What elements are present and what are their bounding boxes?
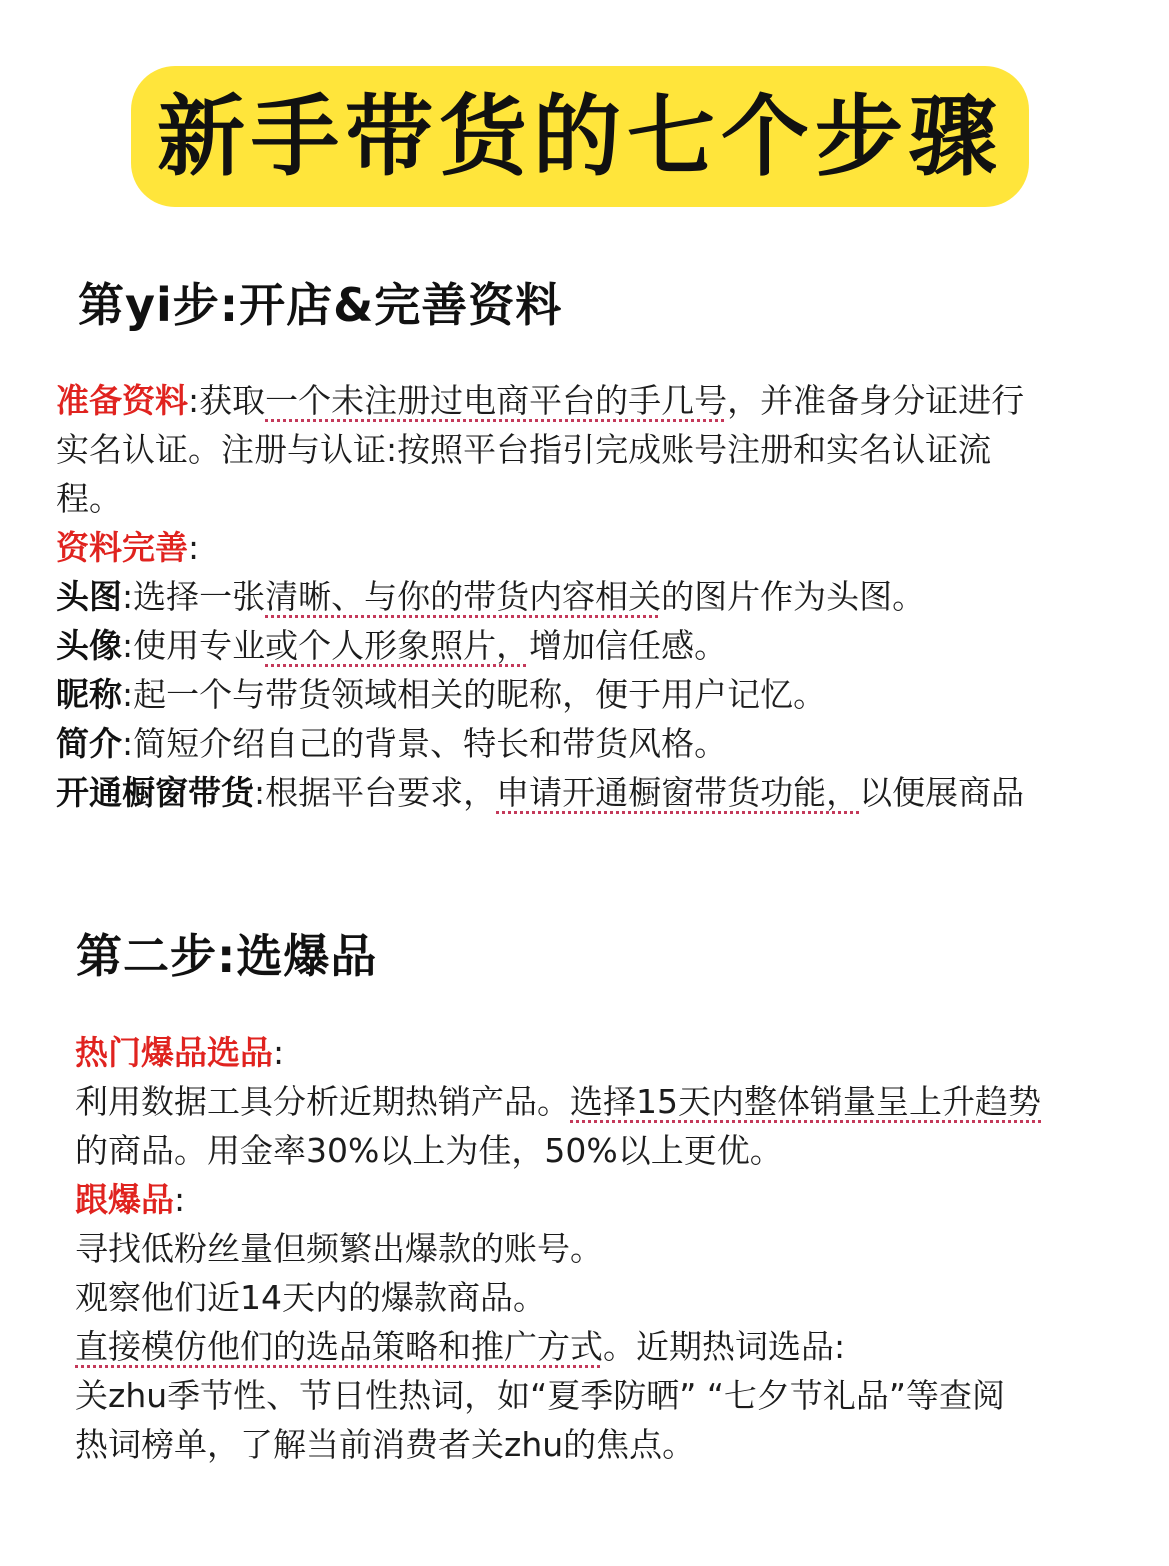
- follow-line-3: 直接模仿他们的选品策略和推广方式。近期热词选品:: [75, 1327, 846, 1366]
- follow-line-1: 寻找低粉丝量但频繁出爆款的账号。: [75, 1229, 603, 1268]
- step1-body: [56, 376, 1024, 817]
- hot-line-2: 的商品。用金率30%以上为佳，50%以上更优。: [75, 1131, 783, 1170]
- list-item: 开通橱窗带货:根据平台要求，申请开通橱窗带货功能，以便展商品: [56, 773, 1025, 812]
- follow-line-5: 热词榜单，了解当前消费者关zhu的焦点。: [75, 1425, 696, 1464]
- step1-heading: 第yi步:开店&完善资料: [78, 278, 563, 332]
- follow-line-2: 观察他们近14天内的爆款商品。: [75, 1278, 546, 1317]
- follow-line-4: 关zhu季节性、节日性热词，如“夏季防晒” “七夕节礼品”等查阅: [75, 1376, 1006, 1415]
- list-item: 头图:选择一张清晰、与你的带货内容相关的图片作为头图。: [56, 577, 926, 616]
- hot-label: 热门爆品选品: [75, 1033, 273, 1072]
- item-label: 昵称: [56, 675, 122, 714]
- follow-label-line: 跟爆品:: [75, 1180, 186, 1219]
- list-item: 头像:使用专业或个人形象照片，增加信任感。: [56, 626, 728, 665]
- item-label: 头图: [56, 577, 122, 616]
- list-item: 昵称:起一个与带货领域相关的昵称，便于用户记忆。: [56, 675, 827, 714]
- follow-label: 跟爆品: [75, 1180, 174, 1219]
- prep-line-3: 程。: [56, 479, 122, 518]
- list-item: 简介:简短介绍自己的背景、特长和带货风格。: [56, 724, 728, 763]
- page-title: 新手带货的七个步骤: [156, 84, 1003, 188]
- prep-underlined-text: 一个未注册过电商平台的手几号: [265, 381, 728, 420]
- prep-line-1: 准备资料:获取一个未注册过电商平台的手几号，并准备身分证进行: [56, 381, 1025, 420]
- item-label: 简介: [56, 724, 122, 763]
- item-label: 开通橱窗带货: [56, 773, 254, 812]
- hot-label-line: 热门爆品选品:: [75, 1033, 285, 1072]
- prep-label: 准备资料: [56, 381, 188, 420]
- hot-line-1: 利用数据工具分析近期热销产品。选择15天内整体销量呈上升趋势: [75, 1082, 1041, 1121]
- complete-label: 资料完善: [56, 528, 188, 567]
- complete-label-line: 资料完善:: [56, 528, 200, 567]
- step2-body: [75, 1028, 1041, 1469]
- step2-heading: 第二步:选爆品: [76, 929, 378, 983]
- item-label: 头像: [56, 626, 122, 665]
- title-banner: [131, 66, 1029, 207]
- prep-line-2: 实名认证。注册与认证:按照平台指引完成账号注册和实名认证流: [56, 430, 992, 469]
